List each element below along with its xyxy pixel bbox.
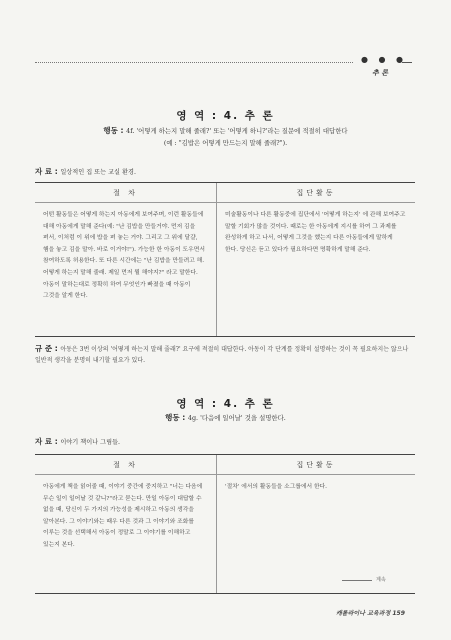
continued-rule (342, 580, 372, 581)
block2-group-text: '절차' 에서의 활동들을 소그룹에서 한다. (225, 484, 327, 490)
block1-criteria-text: 아동은 3번 이상의 '어떻게 하는지 말해 줄래?' 요구에 적절히 대답한다. 아동이 각 단계를 정확히 설명하는 것이 꼭 필요하지는 않으나 일반적 생각을 분명히 내기할 필요가 있다. (35, 346, 409, 364)
block1-table (35, 182, 415, 337)
block1-behavior-example: (예 : "김밥은 어떻게 만드는지 말해 줄래?"). (163, 139, 288, 147)
block1-table-body (35, 203, 415, 336)
block1-group-text: 미술활동이나 다른 활동중에 집단에서 '어떻게 하는지' 에 관해 보여주고 말할 기회가 많을 것이다. 때로는 한 아동에게 지시를 하여 그 과제를 완성하게 하고 나서, 어떻게 그것을 했는지 다른 아동들에게 말하게 한다. 당신은 듣고 있다가 필요하다면 명확하게 말해 준다. (225, 212, 406, 253)
block1-col-procedure: 절 차 (35, 183, 217, 202)
block1-criteria-label: 규 준 : (35, 344, 61, 353)
block1-behavior-label: 행동 : (103, 126, 127, 135)
block2-procedure-text: 아동에게 책을 읽어줄 때, 이야기 중간에 중지하고 "너는 다음에 무슨 일이 일어날 것 같니?"라고 묻는다. 만일 아동이 대답할 수 없을 때, 당신이 두 가지의 가능성을 제시하고 아동의 생각을 알아본다. 그 이야기와는 때우 다른 것과 그 이야기와 조화를 이루는 것을 선택해서 아동이 정말로 그 이야기를 이해하고 있는지 본다. (35, 475, 217, 593)
block2-behavior (0, 412, 451, 423)
block1-title: 영 역 : 4. 추 론 (176, 110, 275, 122)
block1-behavior (0, 125, 451, 136)
block2-col-group: 집단활동 (296, 460, 336, 469)
block2-table-body (35, 475, 415, 593)
block2-materials-label: 자 료 : (35, 437, 61, 446)
header-dots: ● ● ● (361, 55, 408, 64)
block1-behavior-text: 4f. '어떻게 하는지 말해 줄래?' 또는 '어떻게 하니?'라는 질문에 적절히 대답한다 (126, 127, 348, 135)
block2-table (35, 454, 415, 594)
header-right-rule (402, 62, 412, 63)
block2-materials-text: 이야기 책이나 그림들. (60, 439, 121, 446)
block1-materials-text: 일상적인 집 또는 교실 환경. (60, 169, 136, 176)
block2-col-procedure: 절 차 (35, 455, 217, 474)
section-label: 추 론 (372, 69, 388, 77)
block1-criteria (35, 343, 415, 366)
block1-table-header (35, 183, 415, 203)
block2-table-header (35, 455, 415, 475)
block2-behavior-text: 4g. '다음에 일어날' 것을 설명한다. (187, 414, 286, 422)
block2-behavior-label: 행동 : (165, 413, 188, 422)
header-rule (35, 62, 353, 63)
block1-col-group: 집단활동 (296, 188, 336, 197)
block2-title: 영 역 : 4. 추 론 (176, 398, 275, 410)
block1-materials (35, 166, 136, 177)
continued-label: 계속 (376, 577, 386, 583)
page-footer: 캐롤라이나 교육과정 159 (336, 610, 405, 617)
block1-materials-label: 자 료 : (35, 167, 61, 176)
block2-materials (35, 436, 120, 447)
block1-procedure-text: 어떤 활동들은 어떻게 하는지 아동에게 보여주며, 이런 활동들에 대해 아동에게 말해 준다(예: "난 김밥을 만들거야. 먼저 김을 펴서, 이처럼 이 위에 밥을 펴 놓는 거야. 그리고 그 위에 달걀, 햄을 놓고 김을 말아. 바로 이거야!"). 가능한 한 아동이 도우면서 참여하도록 허용한다. 또 다른 시간에는 "난 김밥을 만들려고 해. 어떻게 하는지 말해 줄래. 제일 먼저 뭘 해야지?" 라고 말한다. 아동이 말하는대로 정확히 하여 무엇인가 빠졌을 때 아동이 그것을 알게 한다. (35, 203, 217, 336)
